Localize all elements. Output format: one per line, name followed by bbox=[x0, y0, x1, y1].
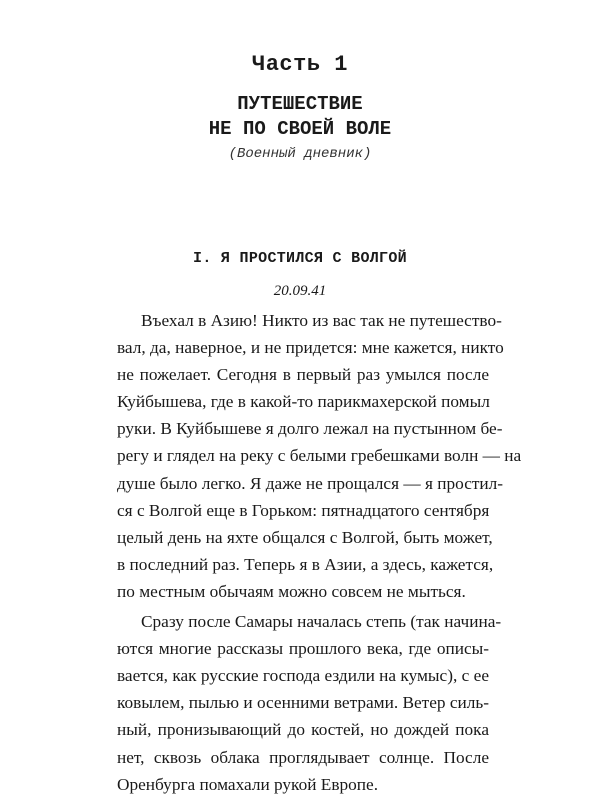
text-line: Въехал в Азию! Никто из вас так не путешество- bbox=[141, 311, 502, 330]
part-title: Часть 1 bbox=[252, 52, 348, 77]
text-line: Сразу после Самары началась степь (так начина- bbox=[141, 612, 502, 632]
text-line: в последний раз. Теперь я в Азии, а здесь, кажется, bbox=[117, 554, 494, 574]
text-line: вал, да, наверное, и не придется: мне кажется, никто bbox=[117, 338, 504, 358]
chapter-title: I. Я ПРОСТИЛСЯ С ВОЛГОЙ bbox=[193, 250, 407, 267]
text-line: по местным обычаям можно совсем не мыться. bbox=[117, 581, 466, 601]
subtitle: (Военный дневник) bbox=[228, 146, 372, 162]
text-line: руки. В Куйбышеве я долго лежал на пустынном бе- bbox=[117, 419, 503, 439]
text-line: душе было легко. Я даже не прощался — я простил- bbox=[117, 473, 504, 493]
text-line: вается, как русские господа ездили на кумыс), с ее bbox=[117, 666, 489, 686]
text-line: Куйбышева, где в какой-то парикмахерской помыл bbox=[117, 392, 490, 412]
text-line: ковылем, пылью и осенними ветрами. Ветер силь- bbox=[117, 693, 490, 713]
paragraph-1 bbox=[117, 307, 522, 605]
body-text bbox=[117, 307, 522, 798]
text-line: нет, сквозь облака проглядывает солнце. После bbox=[117, 747, 489, 767]
paragraph-2 bbox=[117, 608, 502, 798]
text-line: целый день на яхте общался с Волгой, быть может, bbox=[117, 527, 493, 547]
text-line: не пожелает. Сегодня в первый раз умылся после bbox=[117, 365, 489, 385]
main-title-line-1: ПУТЕШЕСТВИЕ bbox=[237, 93, 363, 115]
text-line: Оренбурга помахали рукой Европе. bbox=[117, 774, 379, 794]
main-title-line-2: НЕ ПО СВОЕЙ ВОЛЕ bbox=[208, 118, 392, 140]
entry-date: 20.09.41 bbox=[273, 283, 327, 299]
main-title bbox=[0, 92, 600, 142]
text-line: ются многие рассказы прошлого века, где описы- bbox=[117, 639, 489, 659]
text-line: ный, пронизывающий до костей, но дождей пока bbox=[117, 720, 489, 740]
text-line: ся с Волгой еще в Горьком: пятнадцатого сентября bbox=[117, 500, 490, 520]
text-line: регу и глядел на реку с белыми гребешками волн — на bbox=[117, 446, 522, 466]
